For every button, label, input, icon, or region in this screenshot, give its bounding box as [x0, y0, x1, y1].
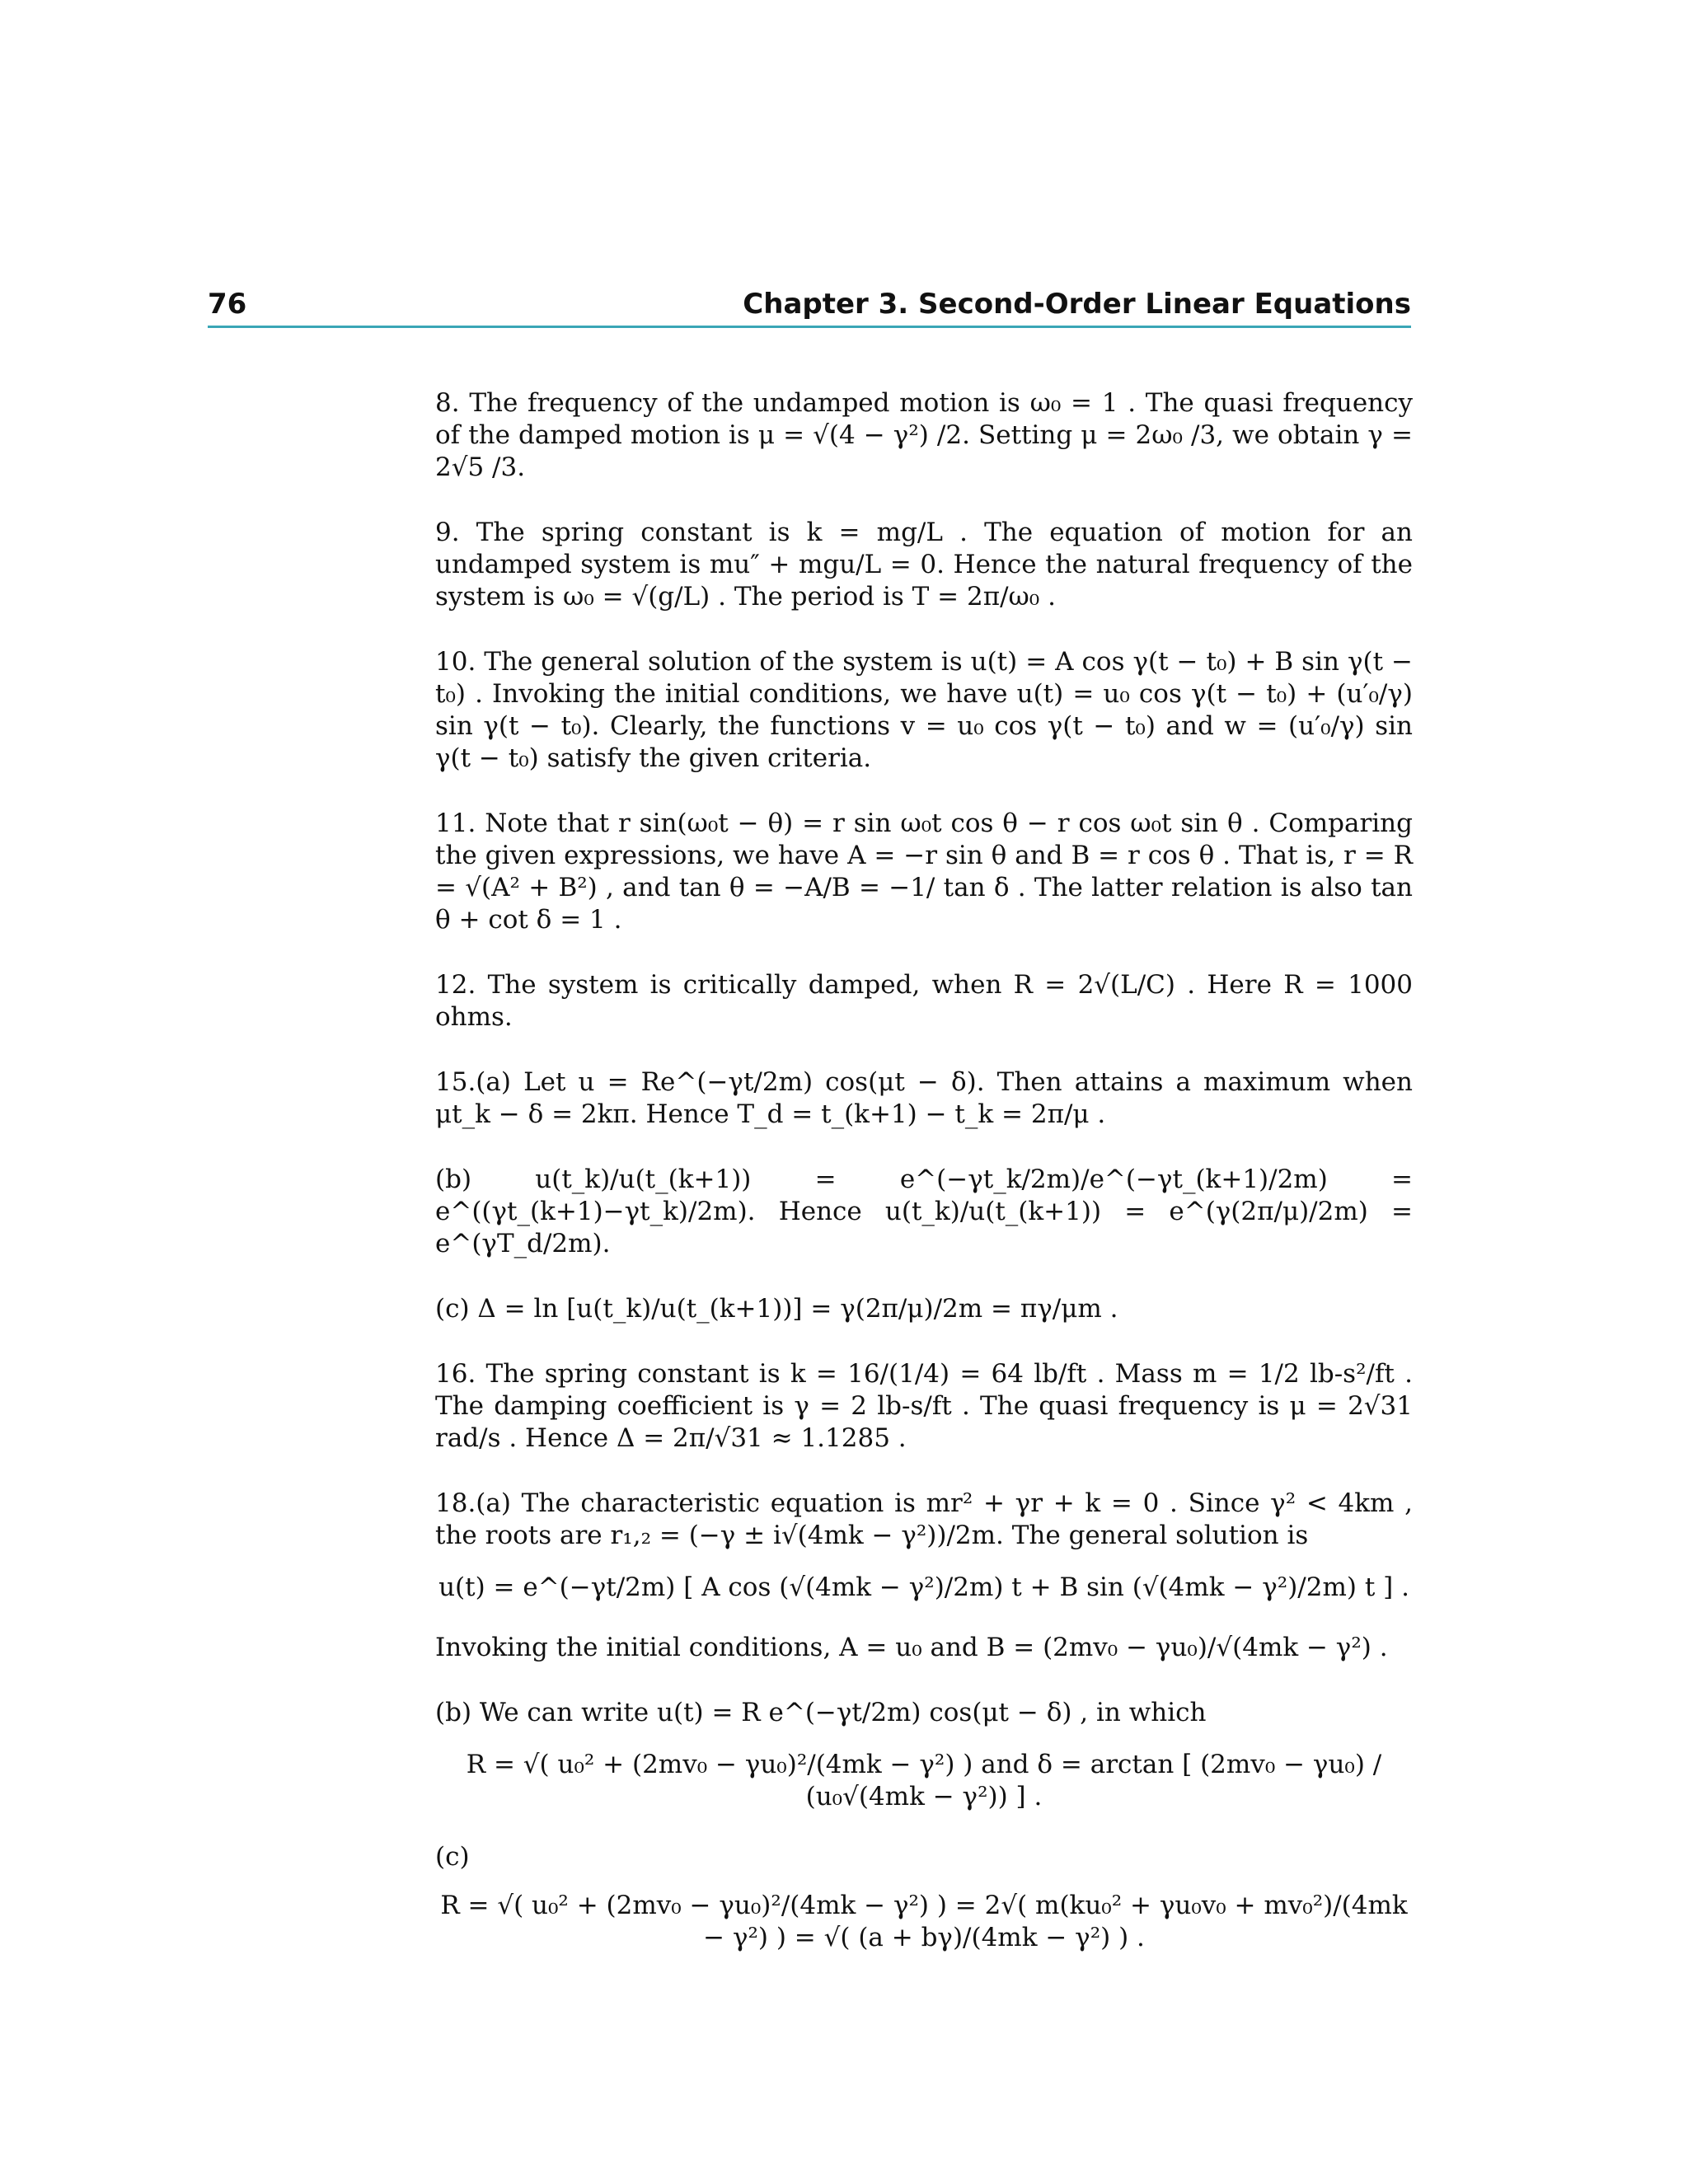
- problem-18a-initial-conditions: Invoking the initial conditions, A = u₀ and B = (2mv₀ − γu₀)/√(4mk − γ²) .: [435, 1633, 1388, 1662]
- problem-10: 10. The general solution of the system is u(t) = A cos γ(t − t₀) + B sin γ(t − t₀) . Invoking the initial conditions, we have u(t) = u₀ cos γ(t − t₀) + (u′₀/γ) sin γ(t − t₀). Clearly, the functions v = u₀ cos γ(t − t₀) and w = (u′₀/γ) sin γ(t − t₀) satisfy the given criteria.: [435, 647, 1413, 773]
- problem-11: 11. Note that r sin(ω₀t − θ) = r sin ω₀t cos θ − r cos ω₀t sin θ . Comparing the given expressions, we have A = −r sin θ and B = r cos θ . That is, r = R = √(A² + B²) , and tan θ = −A/B = −1/ tan δ . The latter relation is also tan θ + cot δ = 1 .: [435, 808, 1413, 935]
- problem-12: 12. The system is critically damped, when R = 2√(L/C) . Here R = 1000 ohms.: [435, 970, 1413, 1032]
- page-number: 76: [208, 288, 247, 321]
- equation-18a-general-solution: u(t) = e^(−γt/2m) [ A cos (√(4mk − γ²)/2m) t + B sin (√(4mk − γ²)/2m) t ] .: [438, 1572, 1409, 1602]
- problem-8: 8. The frequency of the undamped motion is ω₀ = 1 . The quasi frequency of the damped motion is μ = √(4 − γ²) /2. Setting μ = 2ω₀ /3, we obtain γ = 2√5 /3.: [435, 388, 1413, 482]
- problem-15c: (c) Δ = ln [u(t_k)/u(t_(k+1))] = γ(2π/μ)/2m = πγ/μm .: [435, 1294, 1118, 1324]
- problem-15a: 15.(a) Let u = Re^(−γt/2m) cos(μt − δ). Then attains a maximum when μt_k − δ = 2kπ. Hence T_d = t_(k+1) − t_k = 2π/μ .: [435, 1067, 1413, 1129]
- problem-18c-label: (c): [435, 1842, 470, 1872]
- problem-9: 9. The spring constant is k = mg/L . The equation of motion for an undamped system is mu″ + mgu/L = 0. Hence the natural frequency of the system is ω₀ = √(g/L) . The period is T = 2π/ω₀ .: [435, 518, 1413, 612]
- problem-18a: 18.(a) The characteristic equation is mr² + γr + k = 0 . Since γ² < 4km , the roots are r₁,₂ = (−γ ± i√(4mk − γ²))/2m. The general solution is: [435, 1488, 1413, 1550]
- chapter-title: Chapter 3. Second-Order Linear Equations: [743, 288, 1411, 321]
- equation-18c-amplitude: R = √( u₀² + (2mv₀ − γu₀)²/(4mk − γ²) ) = 2√( m(ku₀² + γu₀v₀ + mv₀²)/(4mk − γ²) ) = √( (a + bγ)/(4mk − γ²) ) .: [440, 1891, 1408, 1952]
- running-header: [208, 284, 1411, 328]
- problem-15b: (b) u(t_k)/u(t_(k+1)) = e^(−γt_k/2m)/e^(−γt_(k+1)/2m) = e^((γt_(k+1)−γt_k)/2m). Hence u(t_k)/u(t_(k+1)) = e^(γ(2π/μ)/2m) = e^(γT_d/2m).: [435, 1165, 1413, 1258]
- solutions-body: [435, 387, 1413, 1982]
- equation-18b-amplitude-phase: R = √( u₀² + (2mv₀ − γu₀)²/(4mk − γ²) ) and δ = arctan [ (2mv₀ − γu₀) / (u₀√(4mk − γ²)) ] .: [466, 1750, 1382, 1811]
- problem-18b: (b) We can write u(t) = R e^(−γt/2m) cos(μt − δ) , in which: [435, 1698, 1207, 1727]
- problem-16: 16. The spring constant is k = 16/(1/4) = 64 lb/ft . Mass m = 1/2 lb-s²/ft . The damping coefficient is γ = 2 lb-s/ft . The quasi frequency is μ = 2√31 rad/s . Hence Δ = 2π/√31 ≈ 1.1285 .: [435, 1359, 1413, 1453]
